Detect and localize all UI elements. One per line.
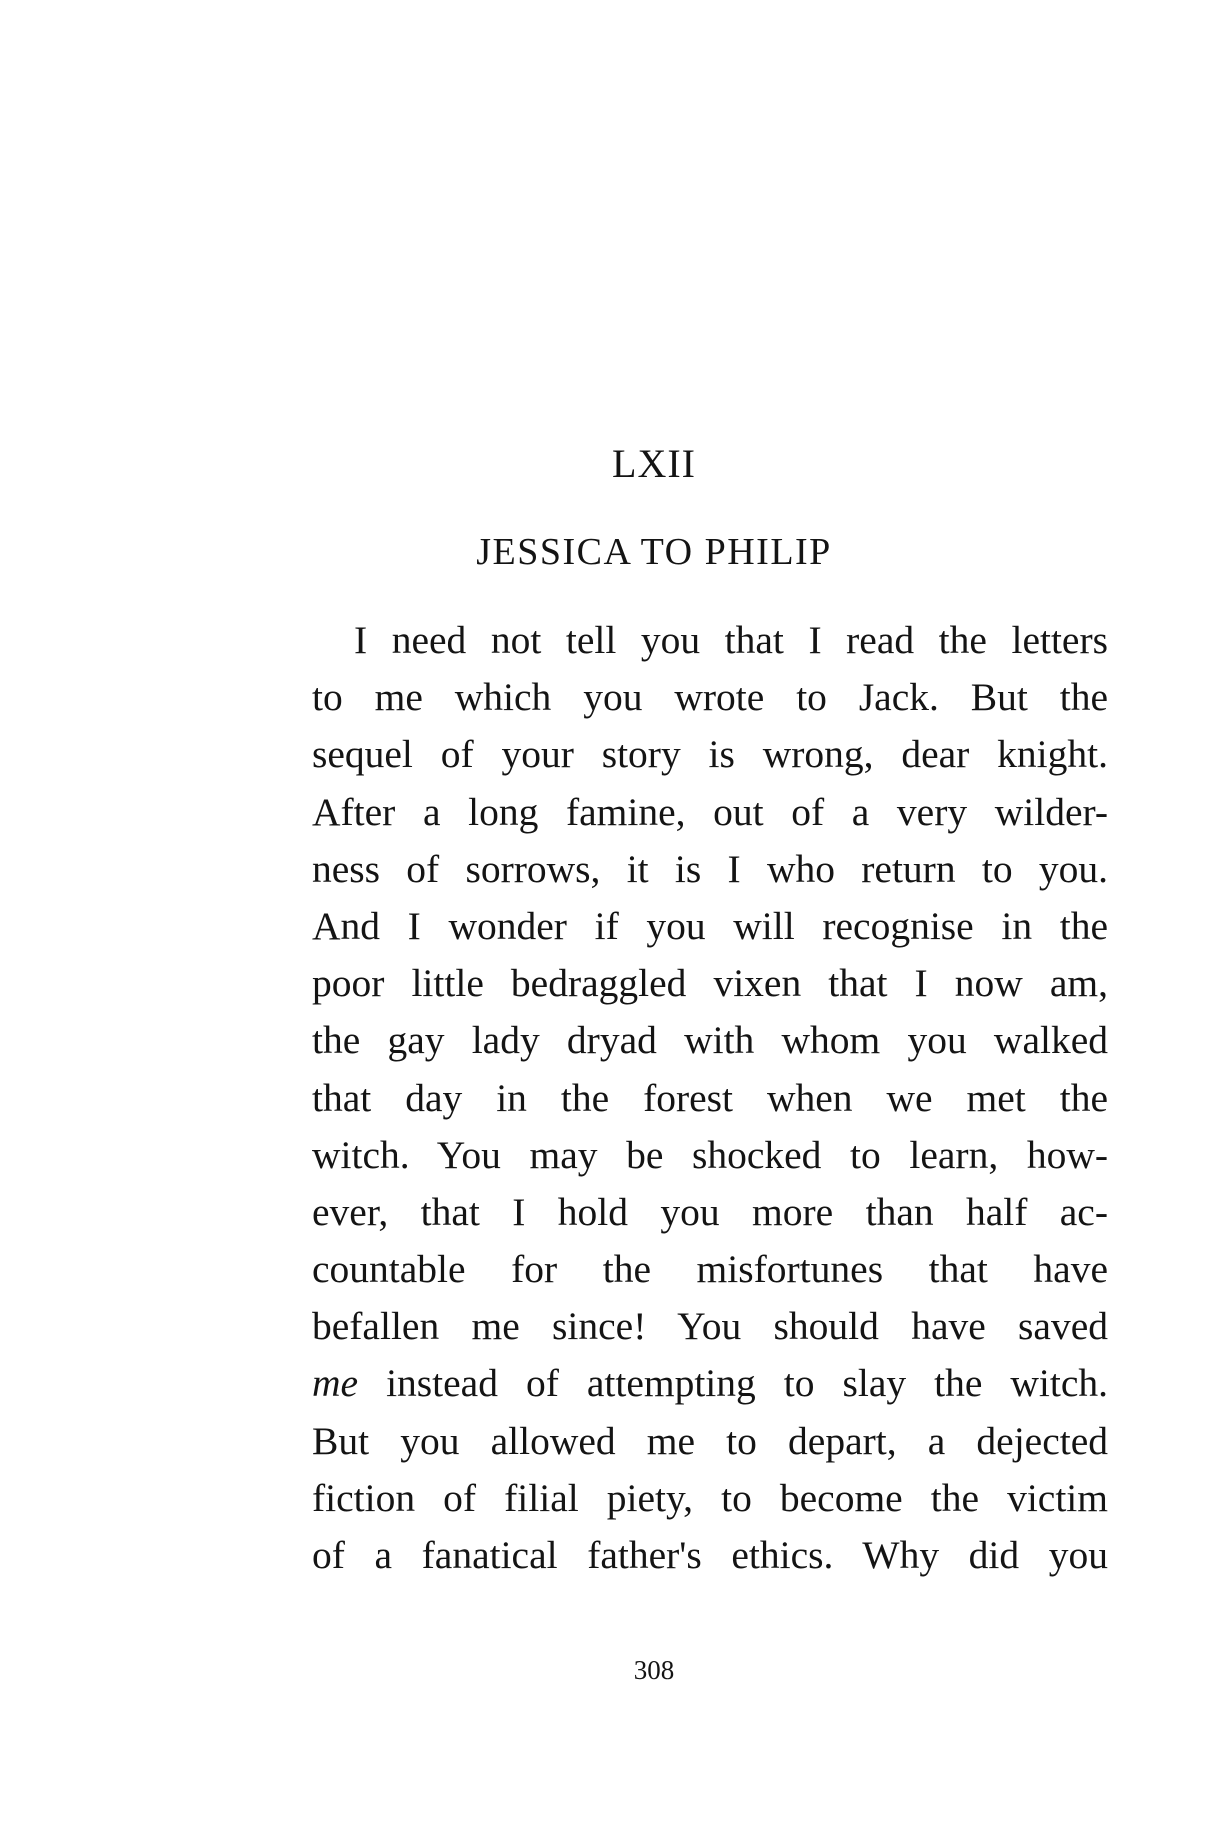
chapter-title: JESSICA TO PHILIP	[476, 531, 832, 573]
text-line: to me which you wrote to Jack. But the	[312, 675, 1108, 720]
text-line-rest: instead of attempting to slay the witch.	[386, 1361, 1109, 1406]
text-line-with-emphasis	[312, 1355, 1108, 1412]
text-line: befallen me since! You should have saved	[312, 1304, 1108, 1349]
text-line: After a long famine, out of a very wilder-	[312, 789, 1108, 834]
text-line: fiction of filial piety, to become the victim	[312, 1475, 1108, 1520]
chapter-number: LXII	[612, 441, 696, 486]
text-line: I need not tell you that I read the letters	[354, 618, 1108, 662]
text-line: ness of sorrows, it is I who return to you.	[312, 846, 1108, 891]
text-line: sequel of your story is wrong, dear knight.	[312, 732, 1108, 777]
emphasis-word: me	[312, 1361, 359, 1406]
letter-body	[312, 612, 1108, 1584]
text-line: witch. You may be shocked to learn, how-	[312, 1132, 1108, 1177]
text-line: of a fanatical father's ethics. Why did you	[312, 1533, 1108, 1577]
text-line: ever, that I hold you more than half ac-	[312, 1189, 1108, 1234]
text-line: countable for the misfortunes that have	[312, 1247, 1108, 1292]
text-line: poor little bedraggled vixen that I now am,	[312, 961, 1108, 1006]
page-number: 308	[633, 1655, 675, 1685]
text-line: But you allowed me to depart, a dejected	[312, 1418, 1108, 1463]
text-line: And I wonder if you will recognise in the	[312, 903, 1108, 948]
text-line: that day in the forest when we met the	[312, 1075, 1108, 1120]
text-line: the gay lady dryad with whom you walked	[312, 1018, 1108, 1063]
